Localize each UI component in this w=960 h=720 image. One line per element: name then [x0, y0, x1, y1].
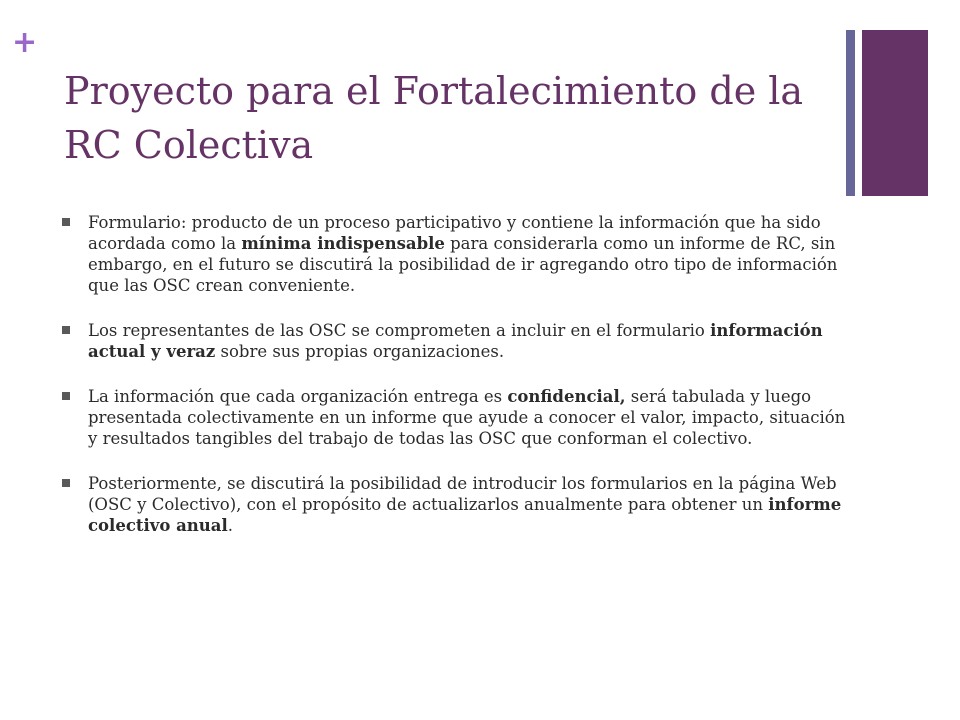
bullet-emphasis: información actual y veraz [88, 321, 823, 361]
bullet-text: . [227, 516, 233, 535]
bullet-text: será tabulada y luego presentada colectivamente en un informe que ayude a conocer el valor, impacto, situación y resultados tangibles del trabajo de todas las OSC que conforman el colectivo. [88, 387, 846, 448]
bullet-text: La información que cada organización entrega es [88, 387, 508, 406]
bullet-item [60, 212, 850, 296]
bullet-text: Posteriormente, se discutirá la posibilidad de introducir los formularios en la página Web (OSC y Colectivo), con el propósito de actualizarlos anualmente para obtener un [88, 474, 837, 514]
bullet-item [60, 386, 850, 449]
slide-title: Proyecto para el Fortalecimiento de la RC Colectiva [64, 69, 804, 167]
accent-bar-thick [862, 30, 928, 196]
bullet-text: Los representantes de las OSC se comprometen a incluir en el formulario [88, 321, 711, 340]
bullet-emphasis: mínima indispensable [241, 234, 445, 253]
bullet-square-icon [62, 218, 70, 226]
bullet-text: sobre sus propias organizaciones. [215, 342, 505, 361]
bullet-text: Formulario: producto de un proceso participativo y contiene la información que ha sido acordada como la [88, 213, 821, 253]
bullet-list [60, 212, 850, 560]
bullet-square-icon [62, 479, 70, 487]
bullet-text: para considerarla como un informe de RC, sin embargo, en el futuro se discutirá la posibilidad de ir agregando otro tipo de información que las OSC crean conveniente. [88, 234, 838, 295]
bullet-item [60, 320, 850, 362]
bullet-emphasis: confidencial, [507, 387, 626, 406]
accent-bar-thin [846, 30, 855, 196]
bullet-square-icon [62, 392, 70, 400]
bullet-item [60, 473, 850, 536]
bullet-square-icon [62, 326, 70, 334]
bullet-emphasis: informe colectivo anual [88, 495, 842, 535]
plus-icon: + [12, 25, 38, 60]
